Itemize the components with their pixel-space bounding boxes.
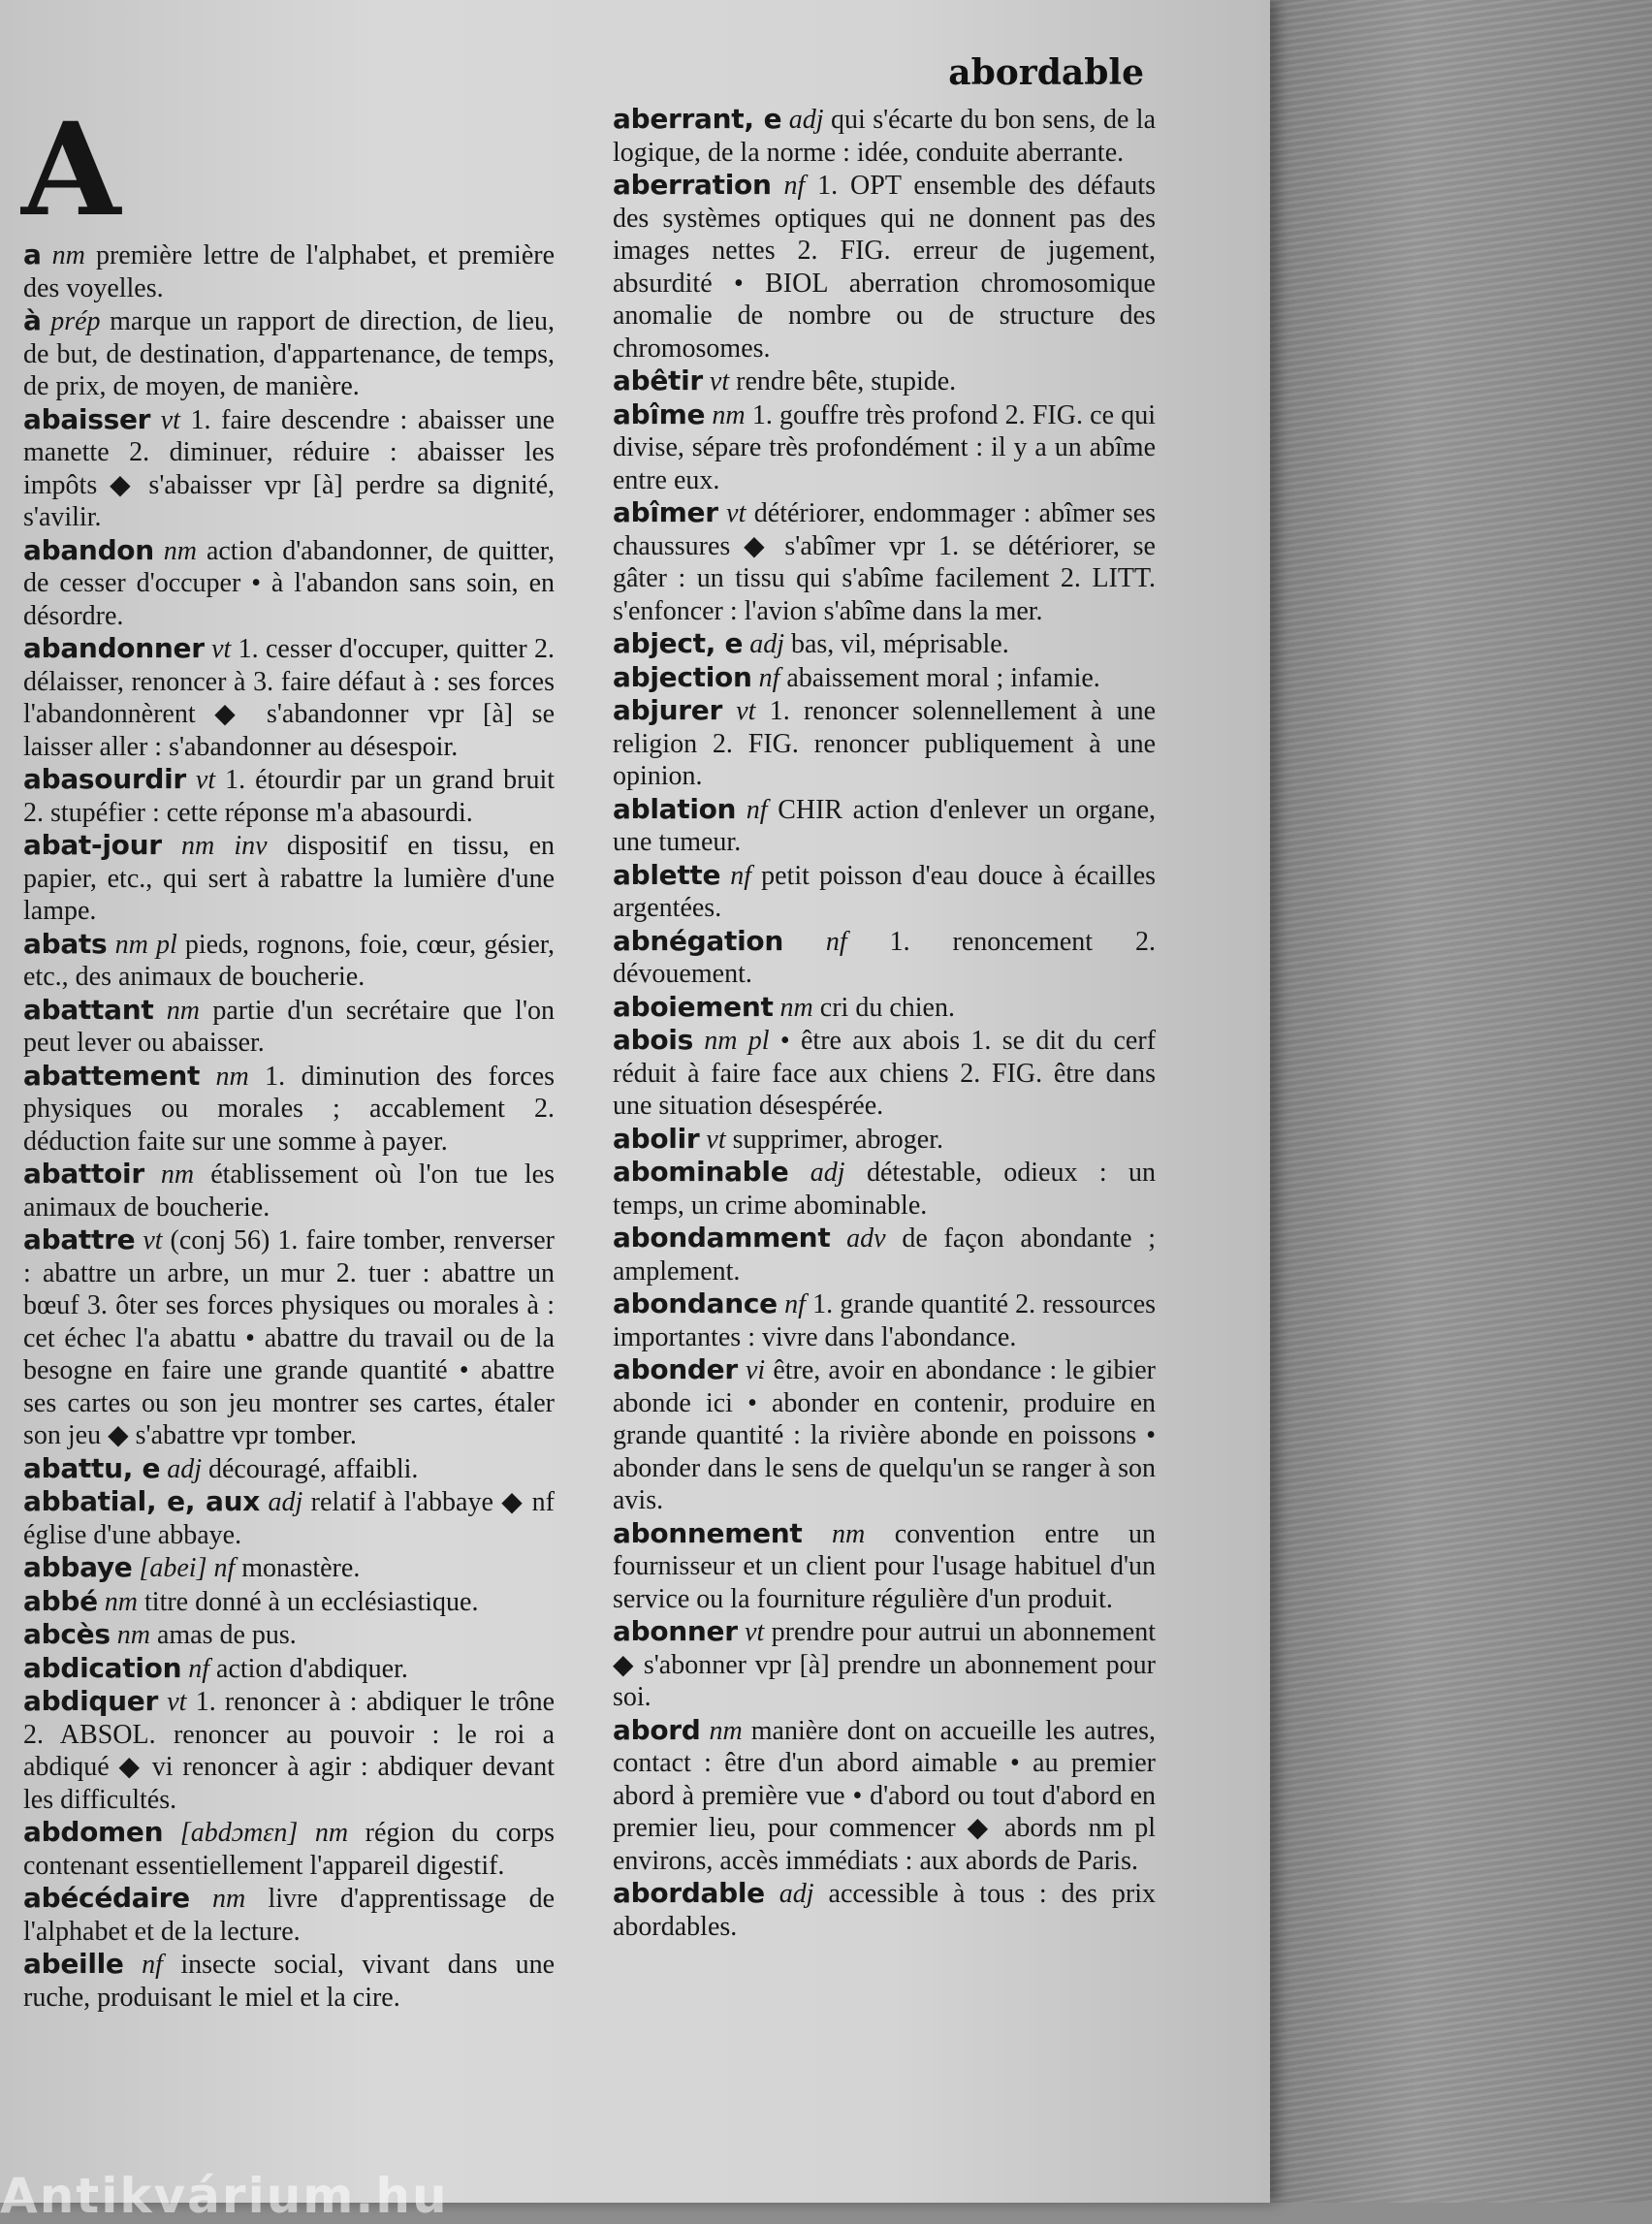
- entry-headword: abdomen: [23, 1816, 164, 1848]
- entry-definition: convention entre un fournisseur et un client pour l'usage habituel d'un service ou la fourniture régulière d'un produit.: [613, 1518, 1157, 1614]
- entry-grammar: vt: [143, 1225, 163, 1255]
- entry-headword: abnégation: [613, 924, 783, 957]
- entry-headword: abécédaire: [23, 1882, 190, 1914]
- dictionary-entry: [613, 169, 1156, 365]
- running-head: abordable: [948, 52, 1144, 93]
- entry-headword: abasourdir: [23, 763, 186, 795]
- dictionary-entry: [23, 1618, 555, 1652]
- entry-headword: abbaye: [23, 1551, 133, 1583]
- dictionary-entry: [23, 403, 555, 534]
- dictionary-entry: [613, 1287, 1156, 1353]
- entry-headword: abondance: [613, 1287, 778, 1319]
- entry-headword: abat-jour: [23, 829, 162, 861]
- entry-headword: abêtir: [613, 365, 703, 397]
- entry-headword: aberration: [613, 169, 772, 201]
- entry-grammar: vt: [167, 1687, 187, 1717]
- dictionary-entry: [613, 496, 1156, 627]
- entry-definition: relatif à l'abbaye ◆ nf église d'une abbaye.: [23, 1487, 556, 1550]
- dictionary-entry: [23, 829, 555, 928]
- entry-headword: abbatial, e, aux: [23, 1485, 261, 1517]
- dictionary-entry: [23, 534, 555, 633]
- dictionary-entry: [23, 238, 555, 304]
- entry-headword: abonner: [613, 1615, 738, 1647]
- entry-headword: abeille: [23, 1948, 124, 1980]
- entry-grammar: adj: [788, 105, 824, 135]
- entry-grammar: vt: [195, 765, 216, 795]
- dictionary-entry: [23, 304, 555, 403]
- entry-definition: insecte social, vivant dans une ruche, produisant le miel et la cire.: [23, 1950, 555, 2013]
- entry-headword: abattement: [23, 1059, 201, 1092]
- entry-headword: abîmer: [613, 496, 718, 528]
- entry-definition: 1. cesser d'occuper, quitter 2. délaisser, renoncer à 3. faire défaut à : ses forces l'abandonnèrent ◆ s'abandonner vpr [à] se laisser aller : s'abandonner au désespoir.: [23, 634, 556, 762]
- entry-grammar: nm pl: [114, 929, 177, 960]
- dictionary-entry: [23, 1158, 555, 1223]
- entry-grammar: adj: [749, 629, 784, 659]
- entry-definition: monastère.: [241, 1553, 361, 1583]
- entry-grammar: adv: [846, 1223, 886, 1254]
- entry-definition: détestable, odieux : un temps, un crime abominable.: [613, 1158, 1157, 1221]
- entry-grammar: nf: [758, 662, 780, 693]
- dictionary-entry: [613, 1156, 1156, 1222]
- entry-definition: rendre bête, stupide.: [736, 366, 957, 397]
- dictionary-entry: [23, 1452, 555, 1486]
- entry-headword: abondamment: [613, 1222, 831, 1254]
- entry-headword: abaisser: [23, 402, 151, 435]
- entry-definition: 1. étourdir par un grand bruit 2. stupéfier : cette réponse m'a abasourdi.: [23, 765, 556, 828]
- entry-grammar: nm: [712, 399, 746, 430]
- entry-headword: abjection: [613, 660, 752, 693]
- entry-grammar: nm inv: [180, 831, 268, 861]
- entry-definition: découragé, affaibli.: [208, 1453, 419, 1484]
- entry-grammar: nm: [160, 1160, 195, 1190]
- entry-headword: ablette: [613, 858, 721, 891]
- dictionary-entry: [23, 1652, 555, 1686]
- entry-grammar: vt: [160, 404, 180, 435]
- background-surface: [1260, 0, 1652, 2203]
- section-letter: A: [21, 95, 121, 245]
- entry-grammar: nm: [709, 1715, 743, 1746]
- entry-grammar: adj: [167, 1453, 202, 1484]
- entry-headword: abonnement: [613, 1516, 803, 1549]
- dictionary-entry: [613, 398, 1156, 497]
- entry-definition: action d'abdiquer.: [216, 1653, 408, 1684]
- entry-definition: qui s'écarte du bon sens, de la logique, de la norme : idée, conduite aberrante.: [613, 105, 1157, 168]
- entry-grammar: vt: [211, 634, 232, 664]
- entry-headword: abattoir: [23, 1158, 144, 1190]
- dictionary-entry: [613, 1123, 1156, 1157]
- entry-grammar: nm: [212, 1884, 246, 1914]
- entry-definition: pieds, rognons, foie, cœur, gésier, etc., des animaux de boucherie.: [23, 929, 556, 992]
- entry-headword: abats: [23, 927, 108, 960]
- entry-definition: supprimer, abroger.: [732, 1124, 943, 1155]
- entry-definition: (conj 56) 1. faire tomber, renverser : abattre un arbre, un mur 2. tuer : abattre un bœuf 3. ôter ses forces physiques ou morales à : cet échec l'a abattu • abattre du travail ou de la besogne en faire une grande quantité • abattre ses cartes ou son jeu montrer ses cartes, étaler son jeu ◆ s'abattre vpr tomber.: [23, 1225, 556, 1450]
- entry-definition: partie d'un secrétaire que l'on peut lever ou abaisser.: [23, 995, 555, 1058]
- entry-definition: CHIR action d'enlever un organe, une tumeur.: [613, 794, 1157, 857]
- entry-definition: bas, vil, méprisable.: [790, 629, 1009, 659]
- entry-definition: amas de pus.: [156, 1620, 297, 1650]
- entry-grammar: nm: [832, 1518, 866, 1549]
- entry-definition: action d'abandonner, de quitter, de cesser d'occuper • à l'abandon sans soin, en désordre.: [23, 535, 555, 631]
- dictionary-entry: [613, 793, 1156, 859]
- entry-definition: 1. gouffre très profond 2. FIG. ce qui divise, sépare très profondément : il y a un abîme entre eux.: [613, 399, 1156, 495]
- entry-grammar: vt: [726, 498, 747, 528]
- entry-definition: détériorer, endommager : abîmer ses chaussures ◆ s'abîmer vpr 1. se détériorer, se gâter : un tissu qui s'abîme facilement 2. LITT. s'enfoncer : l'avion s'abîme dans la mer.: [613, 498, 1157, 626]
- dictionary-entry: [613, 925, 1156, 991]
- entry-grammar: nm: [51, 240, 85, 270]
- dictionary-entry: [23, 1585, 555, 1619]
- entry-definition: 1. renoncer solennellement à une religion 2. FIG. renoncer publiquement à une opinion.: [613, 696, 1156, 791]
- entry-grammar: vt: [706, 1124, 726, 1155]
- entry-headword: abject, e: [613, 627, 744, 659]
- entry-headword: abcès: [23, 1618, 111, 1650]
- entry-grammar: nf: [730, 860, 752, 891]
- entry-headword: abordable: [613, 1877, 765, 1909]
- dictionary-entry: [23, 994, 555, 1060]
- dictionary-entry: [23, 1816, 555, 1882]
- entry-headword: ablation: [613, 792, 737, 825]
- entry-definition: de façon abondante ; amplement.: [613, 1223, 1157, 1287]
- dictionary-entry: [23, 1060, 555, 1159]
- dictionary-entry: [613, 1615, 1156, 1714]
- dictionary-entry: [613, 1222, 1156, 1287]
- entry-definition: prendre pour autrui un abonnement ◆ s'abonner vpr [à] prendre un abonnement pour soi.: [613, 1617, 1157, 1712]
- dictionary-entry: [613, 1517, 1156, 1616]
- entry-headword: abattant: [23, 993, 154, 1026]
- entry-definition: 1. faire descendre : abaisser une manette 2. diminuer, réduire : abaisser les impôts ◆ s'abaisser vpr [à] perdre sa dignité, s'avilir.: [23, 404, 556, 532]
- entry-grammar: nf: [784, 1289, 806, 1319]
- entry-definition: 1. grande quantité 2. ressources importantes : vivre dans l'abondance.: [613, 1289, 1157, 1352]
- entry-definition: dispositif en tissu, en papier, etc., qui sert à rabattre la lumière d'une lampe.: [23, 831, 555, 926]
- entry-definition: marque un rapport de direction, de lieu, de but, de destination, d'appartenance, de temps, de prix, de moyen, de manière.: [23, 306, 555, 401]
- entry-headword: abord: [613, 1713, 701, 1746]
- entry-headword: abois: [613, 1024, 693, 1056]
- entry-grammar: adj: [268, 1487, 303, 1517]
- entry-grammar: vt: [709, 366, 730, 397]
- entry-definition: livre d'apprentissage de l'alphabet et de la lecture.: [23, 1884, 556, 1947]
- entry-definition: 1. OPT ensemble des défauts des systèmes optiques qui ne donnent pas des images nettes 2. FIG. erreur de jugement, absurdité • BIOL aberration chromosomique anomalie de nombre ou de structure des chromosomes.: [613, 171, 1157, 364]
- watermark: Antikvárium.hu: [0, 2168, 449, 2224]
- dictionary-entry: [23, 632, 555, 763]
- dictionary-entry: [23, 1685, 555, 1816]
- entry-grammar: nf: [746, 794, 768, 825]
- dictionary-entry: [613, 1714, 1156, 1878]
- dictionary-entry: [613, 1877, 1156, 1943]
- entry-grammar: nf: [783, 171, 806, 201]
- entry-headword: abattre: [23, 1223, 136, 1255]
- entry-grammar: nf: [142, 1950, 163, 1980]
- entry-headword: aberrant, e: [613, 103, 782, 135]
- entry-grammar: nm pl: [704, 1026, 770, 1056]
- entry-headword: abandon: [23, 533, 154, 566]
- entry-grammar: nm: [116, 1620, 150, 1650]
- entry-headword: abjurer: [613, 694, 722, 726]
- dictionary-entry: [613, 1024, 1156, 1123]
- entry-headword: abominable: [613, 1156, 789, 1188]
- entry-grammar: adj: [810, 1158, 845, 1188]
- entry-grammar: prép: [50, 306, 101, 336]
- entry-definition: accessible à tous : des prix abordables.: [613, 1879, 1156, 1942]
- dictionary-entry: [23, 763, 555, 829]
- dictionary-entry: [613, 991, 1156, 1025]
- dictionary-entry: [613, 365, 1156, 398]
- entry-definition: petit poisson d'eau douce à écailles argentées.: [613, 860, 1157, 923]
- entry-definition: titre donné à un ecclésiastique.: [144, 1586, 479, 1617]
- entry-grammar: [abdɔmɛn] nm: [179, 1818, 349, 1848]
- entry-definition: première lettre de l'alphabet, et première des voyelles.: [23, 240, 556, 303]
- dictionary-entry: [613, 1353, 1156, 1517]
- dictionary-entry: [613, 103, 1156, 169]
- dictionary-entry: [613, 859, 1156, 925]
- dictionary-entry: [23, 928, 555, 994]
- entry-definition: cri du chien.: [819, 992, 955, 1023]
- entry-grammar: adj: [778, 1879, 814, 1909]
- entry-headword: abîme: [613, 397, 706, 430]
- entry-definition: 1. renoncer à : abdiquer le trône 2. ABSOL. renoncer au pouvoir : le roi a abdiqué ◆ vi renoncer à agir : abdiquer devant les difficultés.: [23, 1687, 555, 1815]
- entry-grammar: nm: [779, 992, 813, 1023]
- entry-headword: à: [23, 304, 42, 336]
- dictionary-entry: [613, 627, 1156, 661]
- entry-definition: manière dont on accueille les autres, contact : être d'un abord aimable • au premier abord à première vue • d'abord ou tout d'abord en premier lieu, pour commencer ◆ abords nm pl environs, accès immédiats : aux abords de Paris.: [613, 1715, 1157, 1876]
- entry-grammar: nf: [825, 926, 847, 957]
- entry-headword: abdiquer: [23, 1685, 158, 1717]
- entry-definition: région du corps contenant essentiellement l'appareil digestif.: [23, 1818, 555, 1881]
- entry-headword: abattu, e: [23, 1451, 161, 1484]
- entry-grammar: nm: [166, 995, 200, 1026]
- entry-headword: aboiement: [613, 990, 774, 1023]
- entry-definition: 1. renoncement 2. dévouement.: [613, 926, 1157, 989]
- dictionary-entry: [23, 1485, 555, 1551]
- entry-grammar: nf: [188, 1653, 210, 1684]
- dictionary-entry: [23, 1948, 555, 2014]
- dictionary-entry: [613, 694, 1156, 793]
- dictionary-entry: [23, 1223, 555, 1452]
- right-column: [613, 103, 1156, 1943]
- entry-definition: 1. diminution des forces physiques ou morales ; accablement 2. déduction faite sur une somme à payer.: [23, 1061, 556, 1157]
- left-column: [23, 238, 555, 2014]
- entry-headword: abolir: [613, 1122, 700, 1155]
- entry-headword: abdication: [23, 1651, 182, 1684]
- entry-headword: abonder: [613, 1353, 738, 1385]
- entry-grammar: vt: [736, 696, 756, 726]
- entry-grammar: nm: [215, 1061, 249, 1092]
- entry-grammar: vt: [745, 1617, 765, 1647]
- entry-definition: être, avoir en abondance : le gibier abonde ici • abonder en contenir, produire en grande quantité : la rivière abonde en poissons • abonder dans le sens de quelqu'un se ranger à son avis.: [613, 1355, 1156, 1515]
- entry-definition: établissement où l'on tue les animaux de boucherie.: [23, 1160, 555, 1223]
- entry-definition: abaissement moral ; infamie.: [786, 662, 1100, 693]
- entry-grammar: nm: [104, 1586, 139, 1617]
- entry-grammar: vi: [745, 1355, 766, 1385]
- entry-headword: abandonner: [23, 632, 205, 664]
- entry-grammar: nm: [163, 535, 198, 566]
- dictionary-entry: [23, 1882, 555, 1948]
- entry-grammar: [abei] nf: [139, 1553, 236, 1583]
- entry-headword: a: [23, 238, 42, 270]
- entry-definition: • être aux abois 1. se dit du cerf réduit à faire face aux chiens 2. FIG. être dans une situation désespérée.: [613, 1026, 1157, 1121]
- dictionary-entry: [23, 1551, 555, 1585]
- dictionary-entry: [613, 661, 1156, 695]
- entry-headword: abbé: [23, 1584, 98, 1617]
